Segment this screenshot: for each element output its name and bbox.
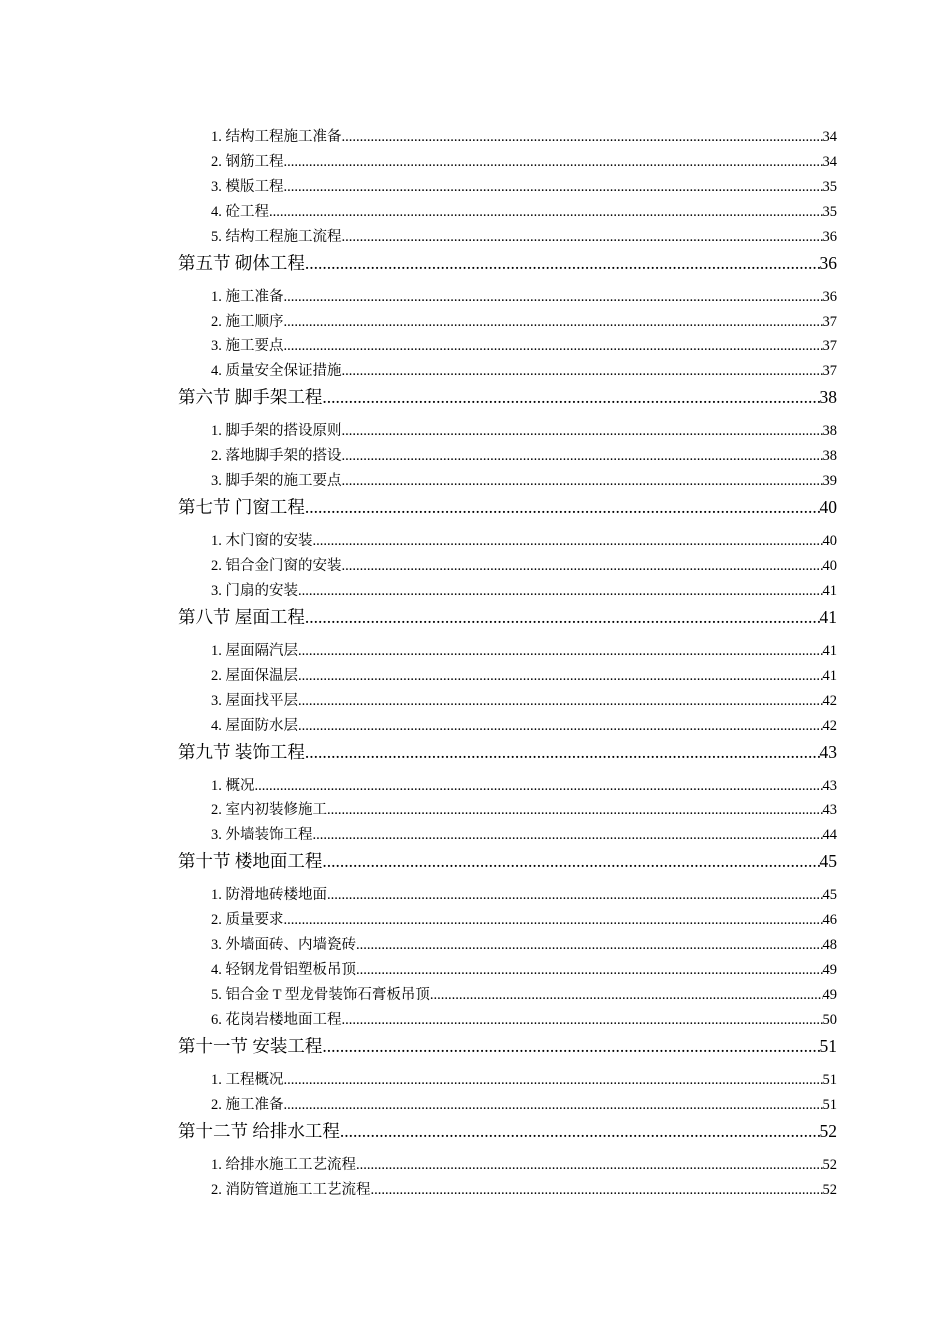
toc-section-entry[interactable] xyxy=(178,604,837,630)
toc-sub-entry[interactable] xyxy=(211,580,837,602)
toc-sub-entry[interactable] xyxy=(211,555,837,577)
toc-entry-title: 2. 消防管道施工工艺流程 xyxy=(211,1182,371,1198)
toc-sub-entry[interactable] xyxy=(211,1154,837,1176)
toc-sub-entry[interactable] xyxy=(211,530,837,552)
toc-dot-leader xyxy=(284,909,823,931)
toc-sub-entry[interactable] xyxy=(211,640,837,662)
toc-page-number: 37 xyxy=(822,314,837,330)
toc-sub-entry[interactable] xyxy=(211,1179,837,1201)
toc-dot-leader xyxy=(356,934,823,956)
toc-dot-leader xyxy=(284,176,823,198)
toc-dot-leader xyxy=(298,580,823,602)
toc-page-number: 42 xyxy=(822,718,837,734)
toc-sub-entry[interactable] xyxy=(211,176,837,198)
toc-sub-entry[interactable] xyxy=(211,286,837,308)
toc-dot-leader xyxy=(305,494,820,520)
toc-entry-title: 第九节 装饰工程 xyxy=(178,742,305,762)
toc-page-number: 40 xyxy=(822,533,837,549)
toc-dot-leader xyxy=(342,470,823,492)
toc-section-entry[interactable] xyxy=(178,1118,837,1144)
toc-page-number: 37 xyxy=(822,338,837,354)
toc-dot-leader xyxy=(313,530,823,552)
toc-page-number: 41 xyxy=(819,607,837,627)
toc-dot-leader xyxy=(269,201,823,223)
toc-page-number: 52 xyxy=(822,1157,837,1173)
toc-sub-entry[interactable] xyxy=(211,1069,837,1091)
toc-entry-title: 5. 结构工程施工流程 xyxy=(211,229,342,245)
toc-sub-entry[interactable] xyxy=(211,420,837,442)
toc-sub-entry[interactable] xyxy=(211,201,837,223)
toc-sub-entry[interactable] xyxy=(211,1009,837,1031)
toc-entry-title: 4. 砼工程 xyxy=(211,204,269,220)
toc-dot-leader xyxy=(284,311,823,333)
toc-sub-entry[interactable] xyxy=(211,690,837,712)
toc-page-number: 38 xyxy=(822,448,837,464)
toc-page-number: 38 xyxy=(822,423,837,439)
toc-dot-leader xyxy=(327,799,823,821)
toc-page-number: 36 xyxy=(822,289,837,305)
toc-page-number: 52 xyxy=(822,1182,837,1198)
toc-dot-leader xyxy=(342,226,823,248)
toc-entry-title: 3. 模版工程 xyxy=(211,179,284,195)
toc-dot-leader xyxy=(298,665,823,687)
toc-entry-title: 1. 施工准备 xyxy=(211,289,284,305)
toc-entry-title: 1. 防滑地砖楼地面 xyxy=(211,887,327,903)
toc-dot-leader xyxy=(342,1009,823,1031)
toc-page-number: 41 xyxy=(822,668,837,684)
toc-page-number: 35 xyxy=(822,179,837,195)
toc-entry-title: 1. 概况 xyxy=(211,778,255,794)
toc-entry-title: 2. 落地脚手架的搭设 xyxy=(211,448,342,464)
toc-section-entry[interactable] xyxy=(178,848,837,874)
toc-page-number: 43 xyxy=(819,742,837,762)
toc-page-number: 34 xyxy=(822,154,837,170)
toc-section-entry[interactable] xyxy=(178,739,837,765)
toc-dot-leader xyxy=(305,604,820,630)
toc-entry-title: 3. 脚手架的施工要点 xyxy=(211,473,342,489)
toc-sub-entry[interactable] xyxy=(211,884,837,906)
toc-page-number: 52 xyxy=(819,1121,837,1141)
toc-sub-entry[interactable] xyxy=(211,775,837,797)
toc-section-entry[interactable] xyxy=(178,384,837,410)
toc-dot-leader xyxy=(298,690,823,712)
toc-dot-leader xyxy=(305,739,820,765)
toc-page-number: 45 xyxy=(819,851,837,871)
toc-page-number: 41 xyxy=(822,583,837,599)
toc-sub-entry[interactable] xyxy=(211,824,837,846)
toc-sub-entry[interactable] xyxy=(211,715,837,737)
toc-dot-leader xyxy=(342,420,823,442)
toc-page-number: 38 xyxy=(819,387,837,407)
toc-section-entry[interactable] xyxy=(178,250,837,276)
toc-page-number: 49 xyxy=(822,962,837,978)
toc-dot-leader xyxy=(356,959,823,981)
toc-entry-title: 1. 屋面隔汽层 xyxy=(211,643,298,659)
toc-sub-entry[interactable] xyxy=(211,445,837,467)
toc-dot-leader xyxy=(255,775,823,797)
toc-dot-leader xyxy=(430,984,823,1006)
toc-entry-title: 2. 质量要求 xyxy=(211,912,284,928)
toc-entry-title: 第十一节 安装工程 xyxy=(178,1036,323,1056)
toc-entry-title: 4. 轻钢龙骨铝塑板吊顶 xyxy=(211,962,356,978)
toc-page-number: 39 xyxy=(822,473,837,489)
toc-page-number: 41 xyxy=(822,643,837,659)
toc-entry-title: 第十二节 给排水工程 xyxy=(178,1121,340,1141)
toc-page-number: 42 xyxy=(822,693,837,709)
toc-page-number: 43 xyxy=(822,778,837,794)
toc-page-number: 40 xyxy=(819,497,837,517)
toc-sub-entry[interactable] xyxy=(211,335,837,357)
toc-entry-title: 5. 铝合金 T 型龙骨装饰石膏板吊顶 xyxy=(211,987,430,1003)
toc-dot-leader xyxy=(371,1179,823,1201)
toc-dot-leader xyxy=(322,384,819,410)
toc-entry-title: 3. 外墙装饰工程 xyxy=(211,827,313,843)
toc-section-entry[interactable] xyxy=(178,1033,837,1059)
toc-dot-leader xyxy=(284,335,823,357)
toc-page-number: 48 xyxy=(822,937,837,953)
toc-page-number: 46 xyxy=(822,912,837,928)
toc-sub-entry[interactable] xyxy=(211,226,837,248)
toc-page-number: 45 xyxy=(822,887,837,903)
toc-entry-title: 1. 给排水施工工艺流程 xyxy=(211,1157,356,1173)
toc-page-number: 50 xyxy=(822,1012,837,1028)
toc-entry-title: 3. 屋面找平层 xyxy=(211,693,298,709)
toc-entry-title: 6. 花岗岩楼地面工程 xyxy=(211,1012,342,1028)
toc-entry-title: 1. 结构工程施工准备 xyxy=(211,129,342,145)
toc-dot-leader xyxy=(284,286,823,308)
toc-sub-entry[interactable] xyxy=(211,311,837,333)
toc-page-number: 51 xyxy=(822,1097,837,1113)
toc-entry-title: 4. 屋面防水层 xyxy=(211,718,298,734)
toc-dot-leader xyxy=(284,1094,823,1116)
toc-entry-title: 2. 铝合金门窗的安装 xyxy=(211,558,342,574)
toc-entry-title: 1. 工程概况 xyxy=(211,1072,284,1088)
toc-dot-leader xyxy=(298,640,823,662)
toc-dot-leader xyxy=(342,360,823,382)
toc-entry-title: 3. 施工要点 xyxy=(211,338,284,354)
toc-section-entry[interactable] xyxy=(178,494,837,520)
toc-sub-entry[interactable] xyxy=(211,934,837,956)
toc-sub-entry[interactable] xyxy=(211,984,837,1006)
toc-dot-leader xyxy=(342,126,823,148)
toc-page-number: 49 xyxy=(822,987,837,1003)
toc-entry-title: 2. 屋面保温层 xyxy=(211,668,298,684)
toc-entry-title: 2. 施工准备 xyxy=(211,1097,284,1113)
toc-page-number: 43 xyxy=(822,802,837,818)
toc-entry-title: 第五节 砌体工程 xyxy=(178,253,305,273)
toc-page-number: 44 xyxy=(822,827,837,843)
toc-entry-title: 2. 施工顺序 xyxy=(211,314,284,330)
toc-sub-entry[interactable] xyxy=(211,126,837,148)
toc-page-number: 37 xyxy=(822,363,837,379)
toc-dot-leader xyxy=(313,824,823,846)
toc-entry-title: 第八节 屋面工程 xyxy=(178,607,305,627)
toc-dot-leader xyxy=(340,1118,820,1144)
toc-entry-title: 2. 钢筋工程 xyxy=(211,154,284,170)
toc-page-number: 36 xyxy=(822,229,837,245)
toc-entry-title: 2. 室内初装修施工 xyxy=(211,802,327,818)
toc-sub-entry[interactable] xyxy=(211,1094,837,1116)
toc-dot-leader xyxy=(356,1154,823,1176)
toc-dot-leader xyxy=(305,250,820,276)
toc-page-number: 40 xyxy=(822,558,837,574)
toc-page-number: 51 xyxy=(822,1072,837,1088)
toc-dot-leader xyxy=(342,555,823,577)
toc-dot-leader xyxy=(284,151,823,173)
toc-dot-leader xyxy=(322,848,819,874)
toc-dot-leader xyxy=(327,884,823,906)
toc-dot-leader xyxy=(298,715,823,737)
toc-entry-title: 第七节 门窗工程 xyxy=(178,497,305,517)
toc-page-number: 51 xyxy=(819,1036,837,1056)
toc-sub-entry[interactable] xyxy=(211,151,837,173)
toc-page-number: 36 xyxy=(819,253,837,273)
toc-entry-title: 3. 门扇的安装 xyxy=(211,583,298,599)
toc-dot-leader xyxy=(342,445,823,467)
toc-entry-title: 3. 外墙面砖、内墙瓷砖 xyxy=(211,937,356,953)
toc-sub-entry[interactable] xyxy=(211,799,837,821)
toc-page-number: 34 xyxy=(822,129,837,145)
toc-entry-title: 1. 脚手架的搭设原则 xyxy=(211,423,342,439)
toc-entry-title: 第六节 脚手架工程 xyxy=(178,387,323,407)
toc-sub-entry[interactable] xyxy=(211,665,837,687)
toc-sub-entry[interactable] xyxy=(211,360,837,382)
toc-page-number: 35 xyxy=(822,204,837,220)
toc-entry-title: 4. 质量安全保证措施 xyxy=(211,363,342,379)
toc-sub-entry[interactable] xyxy=(211,470,837,492)
toc-entry-title: 第十节 楼地面工程 xyxy=(178,851,323,871)
toc-sub-entry[interactable] xyxy=(211,909,837,931)
toc-dot-leader xyxy=(322,1033,819,1059)
toc-entry-title: 1. 木门窗的安装 xyxy=(211,533,313,549)
toc-sub-entry[interactable] xyxy=(211,959,837,981)
toc-dot-leader xyxy=(284,1069,823,1091)
